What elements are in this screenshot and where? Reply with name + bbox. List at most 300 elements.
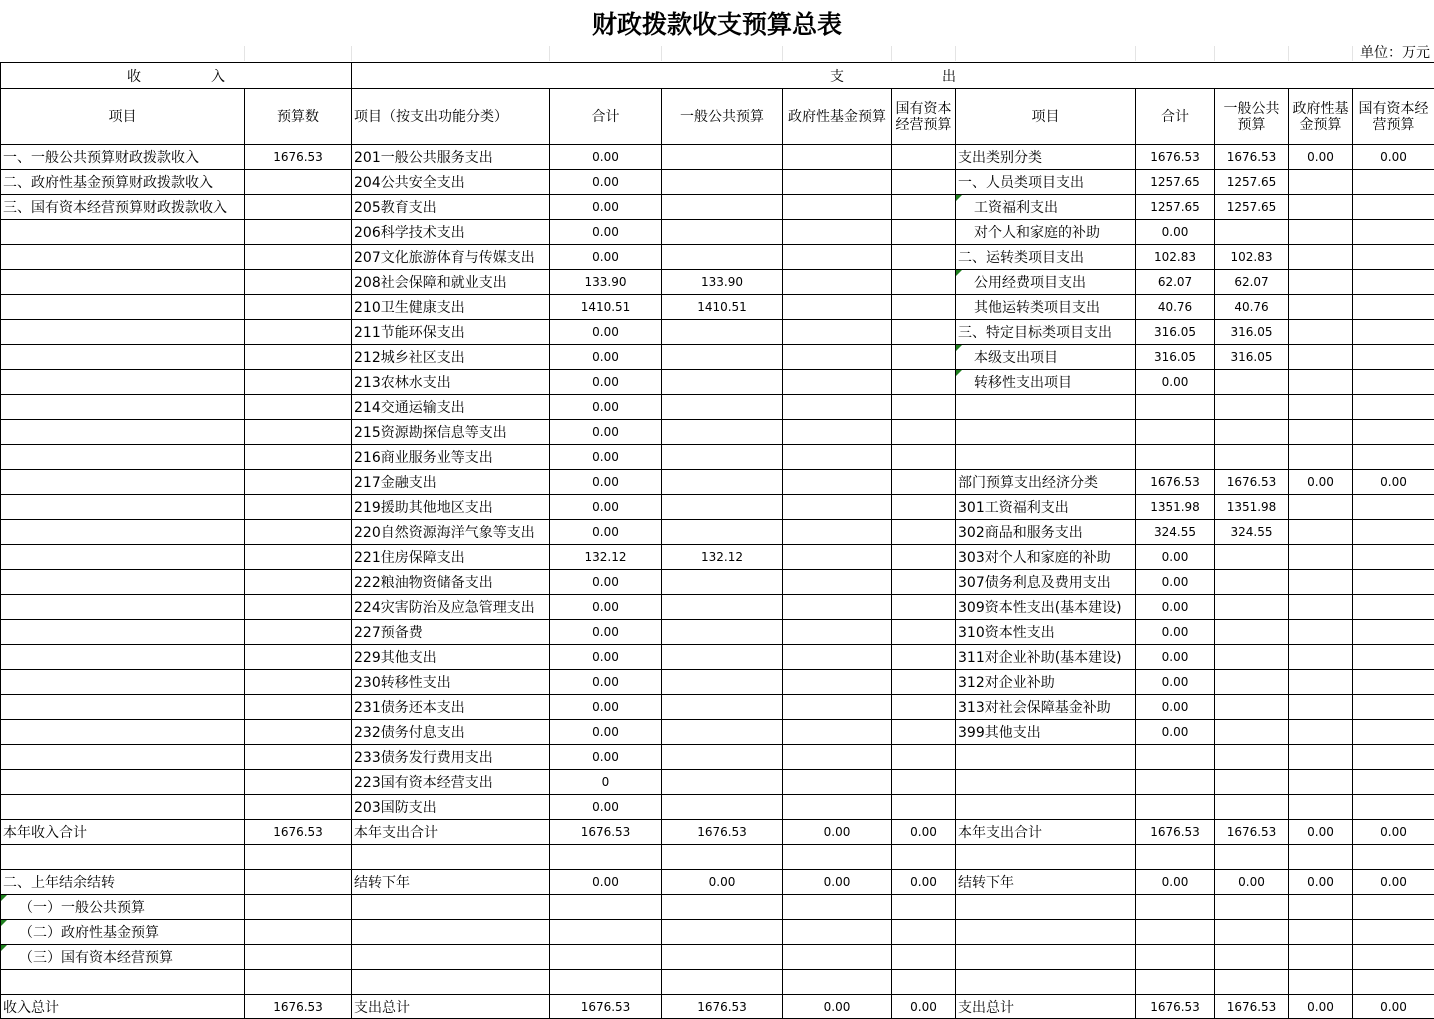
cell-r12-c3: 0.00 xyxy=(550,445,662,470)
table-row xyxy=(1,745,1434,770)
cell-r30-c7 xyxy=(956,895,1136,920)
cell-r29-c10: 0.00 xyxy=(1289,870,1353,895)
cell-r18-c0 xyxy=(1,595,245,620)
cell-r2-c11 xyxy=(1353,195,1434,220)
cell-r13-c3: 0.00 xyxy=(550,470,662,495)
table-row xyxy=(1,945,1434,970)
cell-r0-c3: 0.00 xyxy=(550,145,662,170)
cell-r16-c6 xyxy=(892,545,956,570)
table-row xyxy=(1,295,1434,320)
cell-r21-c3: 0.00 xyxy=(550,670,662,695)
cell-r16-c1 xyxy=(245,545,352,570)
cell-r15-c2: 220自然资源海洋气象等支出 xyxy=(352,520,550,545)
cell-r14-c10 xyxy=(1289,495,1353,520)
cell-r15-c7: 302商品和服务支出 xyxy=(956,520,1136,545)
sheet-grid-row xyxy=(0,46,1434,61)
cell-r18-c9 xyxy=(1215,595,1289,620)
cell-r22-c2: 231债务还本支出 xyxy=(352,695,550,720)
cell-r17-c9 xyxy=(1215,570,1289,595)
cell-r16-c9 xyxy=(1215,545,1289,570)
cell-r27-c8: 1676.53 xyxy=(1136,820,1215,845)
cell-r26-c3: 0.00 xyxy=(550,795,662,820)
income-header: 收 入 xyxy=(1,63,352,89)
col-fund: 政府性基金预算 xyxy=(783,89,892,145)
cell-r27-c7: 本年支出合计 xyxy=(956,820,1136,845)
cell-r16-c4: 132.12 xyxy=(662,545,783,570)
cell-r10-c10 xyxy=(1289,395,1353,420)
cell-r18-c4 xyxy=(662,595,783,620)
cell-r19-c8: 0.00 xyxy=(1136,620,1215,645)
cell-r4-c5 xyxy=(783,245,892,270)
cell-r0-c10: 0.00 xyxy=(1289,145,1353,170)
cell-r29-c11: 0.00 xyxy=(1353,870,1434,895)
cell-r32-c4 xyxy=(662,945,783,970)
cell-r27-c4: 1676.53 xyxy=(662,820,783,845)
cell-r8-c9: 316.05 xyxy=(1215,345,1289,370)
cell-r14-c0 xyxy=(1,495,245,520)
cell-r7-c9: 316.05 xyxy=(1215,320,1289,345)
cell-r9-c4 xyxy=(662,370,783,395)
cell-r7-c8: 316.05 xyxy=(1136,320,1215,345)
cell-r23-c11 xyxy=(1353,720,1434,745)
cell-r9-c7: 转移性支出项目 xyxy=(956,370,1136,395)
cell-r11-c9 xyxy=(1215,420,1289,445)
cell-r2-c1 xyxy=(245,195,352,220)
cell-r28-c8 xyxy=(1136,845,1215,870)
cell-r16-c3: 132.12 xyxy=(550,545,662,570)
cell-r30-c1 xyxy=(245,895,352,920)
cell-r26-c0 xyxy=(1,795,245,820)
cell-r5-c8: 62.07 xyxy=(1136,270,1215,295)
cell-r7-c2: 211节能环保支出 xyxy=(352,320,550,345)
cell-r8-c11 xyxy=(1353,345,1434,370)
cell-r19-c10 xyxy=(1289,620,1353,645)
cell-r22-c5 xyxy=(783,695,892,720)
table-row xyxy=(1,220,1434,245)
cell-r19-c1 xyxy=(245,620,352,645)
cell-r10-c9 xyxy=(1215,395,1289,420)
cell-r18-c2: 224灾害防治及应急管理支出 xyxy=(352,595,550,620)
cell-r24-c0 xyxy=(1,745,245,770)
cell-r20-c2: 229其他支出 xyxy=(352,645,550,670)
cell-r25-c7 xyxy=(956,770,1136,795)
cell-r5-c10 xyxy=(1289,270,1353,295)
cell-r4-c8: 102.83 xyxy=(1136,245,1215,270)
cell-r34-c1: 1676.53 xyxy=(245,995,352,1019)
cell-r34-c0: 收入总计 xyxy=(1,995,245,1019)
table-row xyxy=(1,545,1434,570)
cell-r4-c2: 207文化旅游体育与传媒支出 xyxy=(352,245,550,270)
cell-r7-c4 xyxy=(662,320,783,345)
cell-r33-c1 xyxy=(245,970,352,995)
cell-r1-c1 xyxy=(245,170,352,195)
cell-r33-c7 xyxy=(956,970,1136,995)
cell-r6-c8: 40.76 xyxy=(1136,295,1215,320)
cell-r29-c3: 0.00 xyxy=(550,870,662,895)
cell-r17-c7: 307债务利息及费用支出 xyxy=(956,570,1136,595)
cell-r9-c8: 0.00 xyxy=(1136,370,1215,395)
cell-r21-c8: 0.00 xyxy=(1136,670,1215,695)
cell-r31-c6 xyxy=(892,920,956,945)
cell-r10-c8 xyxy=(1136,395,1215,420)
cell-r15-c3: 0.00 xyxy=(550,520,662,545)
cell-r0-c11: 0.00 xyxy=(1353,145,1434,170)
cell-r4-c6 xyxy=(892,245,956,270)
cell-r27-c9: 1676.53 xyxy=(1215,820,1289,845)
cell-r29-c7: 结转下年 xyxy=(956,870,1136,895)
cell-r32-c7 xyxy=(956,945,1136,970)
cell-r11-c8 xyxy=(1136,420,1215,445)
table-row xyxy=(1,520,1434,545)
cell-r29-c8: 0.00 xyxy=(1136,870,1215,895)
cell-r34-c2: 支出总计 xyxy=(352,995,550,1019)
cell-r19-c2: 227预备费 xyxy=(352,620,550,645)
cell-r12-c5 xyxy=(783,445,892,470)
page-title: 财政拨款收支预算总表 xyxy=(591,10,842,39)
cell-r28-c9 xyxy=(1215,845,1289,870)
cell-r27-c6: 0.00 xyxy=(892,820,956,845)
cell-r25-c3: 0 xyxy=(550,770,662,795)
table-row xyxy=(1,570,1434,595)
table-row xyxy=(1,820,1434,845)
cell-r24-c9 xyxy=(1215,745,1289,770)
cell-r0-c1: 1676.53 xyxy=(245,145,352,170)
cell-r25-c6 xyxy=(892,770,956,795)
cell-r3-c9 xyxy=(1215,220,1289,245)
cell-r3-c10 xyxy=(1289,220,1353,245)
cell-r21-c7: 312对企业补助 xyxy=(956,670,1136,695)
cell-r33-c4 xyxy=(662,970,783,995)
cell-r31-c10 xyxy=(1289,920,1353,945)
table-row xyxy=(1,195,1434,220)
cell-r20-c4 xyxy=(662,645,783,670)
cell-r10-c4 xyxy=(662,395,783,420)
cell-r33-c0 xyxy=(1,970,245,995)
cell-r19-c3: 0.00 xyxy=(550,620,662,645)
cell-r10-c7 xyxy=(956,395,1136,420)
cell-r19-c5 xyxy=(783,620,892,645)
cell-r2-c9: 1257.65 xyxy=(1215,195,1289,220)
cell-r23-c6 xyxy=(892,720,956,745)
cell-r30-c11 xyxy=(1353,895,1434,920)
cell-r5-c3: 133.90 xyxy=(550,270,662,295)
cell-r8-c8: 316.05 xyxy=(1136,345,1215,370)
cell-r3-c7: 对个人和家庭的补助 xyxy=(956,220,1136,245)
cell-r24-c10 xyxy=(1289,745,1353,770)
cell-r34-c10: 0.00 xyxy=(1289,995,1353,1019)
cell-r19-c6 xyxy=(892,620,956,645)
cell-r21-c10 xyxy=(1289,670,1353,695)
cell-r13-c10: 0.00 xyxy=(1289,470,1353,495)
cell-r29-c0: 二、上年结余结转 xyxy=(1,870,245,895)
cell-r11-c5 xyxy=(783,420,892,445)
table-row xyxy=(1,370,1434,395)
cell-r4-c11 xyxy=(1353,245,1434,270)
cell-r8-c1 xyxy=(245,345,352,370)
col-total2: 合计 xyxy=(1136,89,1215,145)
cell-r14-c4 xyxy=(662,495,783,520)
cell-r31-c0: （二）政府性基金预算 xyxy=(1,920,245,945)
cell-r21-c9 xyxy=(1215,670,1289,695)
cell-r22-c8: 0.00 xyxy=(1136,695,1215,720)
cell-r20-c1 xyxy=(245,645,352,670)
cell-r17-c4 xyxy=(662,570,783,595)
col-state2: 国有资本经营预算 xyxy=(1353,89,1434,145)
cell-r31-c2 xyxy=(352,920,550,945)
cell-r5-c7: 公用经费项目支出 xyxy=(956,270,1136,295)
cell-r1-c6 xyxy=(892,170,956,195)
cell-r6-c10 xyxy=(1289,295,1353,320)
cell-r15-c11 xyxy=(1353,520,1434,545)
col-item: 项目 xyxy=(1,89,245,145)
table-row xyxy=(1,145,1434,170)
cell-r14-c5 xyxy=(783,495,892,520)
cell-r25-c2: 223国有资本经营支出 xyxy=(352,770,550,795)
cell-r5-c11 xyxy=(1353,270,1434,295)
col-general: 一般公共预算 xyxy=(662,89,783,145)
cell-r2-c4 xyxy=(662,195,783,220)
cell-r34-c6: 0.00 xyxy=(892,995,956,1019)
cell-r25-c5 xyxy=(783,770,892,795)
cell-r24-c3: 0.00 xyxy=(550,745,662,770)
cell-r20-c8: 0.00 xyxy=(1136,645,1215,670)
cell-r0-c6 xyxy=(892,145,956,170)
cell-r7-c0 xyxy=(1,320,245,345)
cell-r18-c8: 0.00 xyxy=(1136,595,1215,620)
cell-r4-c7: 二、运转类项目支出 xyxy=(956,245,1136,270)
cell-r24-c6 xyxy=(892,745,956,770)
cell-r5-c0 xyxy=(1,270,245,295)
cell-r20-c3: 0.00 xyxy=(550,645,662,670)
cell-r10-c1 xyxy=(245,395,352,420)
cell-r30-c2 xyxy=(352,895,550,920)
cell-r1-c8: 1257.65 xyxy=(1136,170,1215,195)
cell-r5-c4: 133.90 xyxy=(662,270,783,295)
cell-r25-c10 xyxy=(1289,770,1353,795)
cell-r32-c11 xyxy=(1353,945,1434,970)
cell-r0-c2: 201一般公共服务支出 xyxy=(352,145,550,170)
cell-r8-c3: 0.00 xyxy=(550,345,662,370)
cell-r34-c4: 1676.53 xyxy=(662,995,783,1019)
cell-r27-c0: 本年收入合计 xyxy=(1,820,245,845)
cell-r14-c2: 219援助其他地区支出 xyxy=(352,495,550,520)
cell-r20-c10 xyxy=(1289,645,1353,670)
cell-r13-c7: 部门预算支出经济分类 xyxy=(956,470,1136,495)
cell-r26-c11 xyxy=(1353,795,1434,820)
cell-r29-c6: 0.00 xyxy=(892,870,956,895)
cell-r33-c2 xyxy=(352,970,550,995)
cell-r28-c0 xyxy=(1,845,245,870)
header-row-2 xyxy=(1,89,1434,145)
table-row xyxy=(1,395,1434,420)
cell-r0-c8: 1676.53 xyxy=(1136,145,1215,170)
cell-r5-c2: 208社会保障和就业支出 xyxy=(352,270,550,295)
cell-r31-c11 xyxy=(1353,920,1434,945)
table-row xyxy=(1,445,1434,470)
cell-r13-c4 xyxy=(662,470,783,495)
table-row xyxy=(1,420,1434,445)
col-func: 项目（按支出功能分类） xyxy=(352,89,550,145)
cell-r24-c8 xyxy=(1136,745,1215,770)
col-total: 合计 xyxy=(550,89,662,145)
cell-r20-c5 xyxy=(783,645,892,670)
cell-r30-c6 xyxy=(892,895,956,920)
cell-r30-c5 xyxy=(783,895,892,920)
cell-r9-c5 xyxy=(783,370,892,395)
cell-r31-c1 xyxy=(245,920,352,945)
cell-r27-c3: 1676.53 xyxy=(550,820,662,845)
cell-r4-c9: 102.83 xyxy=(1215,245,1289,270)
table-row xyxy=(1,970,1434,995)
cell-r26-c6 xyxy=(892,795,956,820)
cell-r33-c6 xyxy=(892,970,956,995)
cell-r12-c8 xyxy=(1136,445,1215,470)
cell-r22-c10 xyxy=(1289,695,1353,720)
cell-r11-c4 xyxy=(662,420,783,445)
cell-r23-c10 xyxy=(1289,720,1353,745)
cell-r13-c9: 1676.53 xyxy=(1215,470,1289,495)
cell-r18-c7: 309资本性支出(基本建设) xyxy=(956,595,1136,620)
cell-r2-c3: 0.00 xyxy=(550,195,662,220)
cell-r22-c7: 313对社会保障基金补助 xyxy=(956,695,1136,720)
table-row xyxy=(1,470,1434,495)
cell-r3-c5 xyxy=(783,220,892,245)
cell-r20-c9 xyxy=(1215,645,1289,670)
cell-r32-c3 xyxy=(550,945,662,970)
table-row xyxy=(1,870,1434,895)
table-row xyxy=(1,895,1434,920)
cell-r8-c4 xyxy=(662,345,783,370)
cell-r13-c11: 0.00 xyxy=(1353,470,1434,495)
cell-r24-c4 xyxy=(662,745,783,770)
cell-r9-c0 xyxy=(1,370,245,395)
cell-r2-c7: 工资福利支出 xyxy=(956,195,1136,220)
cell-r22-c6 xyxy=(892,695,956,720)
cell-r12-c10 xyxy=(1289,445,1353,470)
cell-r3-c8: 0.00 xyxy=(1136,220,1215,245)
cell-r12-c1 xyxy=(245,445,352,470)
cell-r9-c6 xyxy=(892,370,956,395)
cell-r13-c5 xyxy=(783,470,892,495)
cell-r17-c6 xyxy=(892,570,956,595)
cell-r3-c0 xyxy=(1,220,245,245)
cell-r31-c7 xyxy=(956,920,1136,945)
cell-r16-c10 xyxy=(1289,545,1353,570)
cell-r33-c10 xyxy=(1289,970,1353,995)
cell-r14-c6 xyxy=(892,495,956,520)
cell-r19-c7: 310资本性支出 xyxy=(956,620,1136,645)
cell-r28-c3 xyxy=(550,845,662,870)
cell-r10-c5 xyxy=(783,395,892,420)
cell-r31-c4 xyxy=(662,920,783,945)
cell-r3-c3: 0.00 xyxy=(550,220,662,245)
cell-r34-c3: 1676.53 xyxy=(550,995,662,1019)
cell-r17-c11 xyxy=(1353,570,1434,595)
cell-r25-c1 xyxy=(245,770,352,795)
cell-r19-c11 xyxy=(1353,620,1434,645)
cell-r16-c2: 221住房保障支出 xyxy=(352,545,550,570)
cell-r9-c9 xyxy=(1215,370,1289,395)
cell-r2-c2: 205教育支出 xyxy=(352,195,550,220)
cell-r26-c1 xyxy=(245,795,352,820)
cell-r22-c11 xyxy=(1353,695,1434,720)
cell-r24-c5 xyxy=(783,745,892,770)
cell-r30-c8 xyxy=(1136,895,1215,920)
cell-r1-c4 xyxy=(662,170,783,195)
cell-r28-c7 xyxy=(956,845,1136,870)
cell-r31-c9 xyxy=(1215,920,1289,945)
cell-r11-c11 xyxy=(1353,420,1434,445)
cell-r19-c0 xyxy=(1,620,245,645)
cell-r9-c3: 0.00 xyxy=(550,370,662,395)
cell-r32-c9 xyxy=(1215,945,1289,970)
cell-r7-c6 xyxy=(892,320,956,345)
cell-r20-c7: 311对企业补助(基本建设) xyxy=(956,645,1136,670)
cell-r26-c10 xyxy=(1289,795,1353,820)
cell-r29-c4: 0.00 xyxy=(662,870,783,895)
cell-r5-c1 xyxy=(245,270,352,295)
cell-r9-c11 xyxy=(1353,370,1434,395)
cell-r22-c9 xyxy=(1215,695,1289,720)
cell-r28-c10 xyxy=(1289,845,1353,870)
table-row xyxy=(1,845,1434,870)
table-row xyxy=(1,620,1434,645)
cell-r23-c9 xyxy=(1215,720,1289,745)
cell-r3-c6 xyxy=(892,220,956,245)
cell-r25-c8 xyxy=(1136,770,1215,795)
cell-r33-c8 xyxy=(1136,970,1215,995)
cell-r11-c1 xyxy=(245,420,352,445)
cell-r17-c5 xyxy=(783,570,892,595)
cell-r32-c6 xyxy=(892,945,956,970)
table-row xyxy=(1,345,1434,370)
cell-r17-c8: 0.00 xyxy=(1136,570,1215,595)
table-row xyxy=(1,720,1434,745)
cell-r8-c6 xyxy=(892,345,956,370)
cell-r20-c0 xyxy=(1,645,245,670)
cell-r34-c8: 1676.53 xyxy=(1136,995,1215,1019)
cell-r7-c10 xyxy=(1289,320,1353,345)
cell-r30-c3 xyxy=(550,895,662,920)
cell-r22-c0 xyxy=(1,695,245,720)
cell-r32-c10 xyxy=(1289,945,1353,970)
cell-r10-c0 xyxy=(1,395,245,420)
cell-r11-c3: 0.00 xyxy=(550,420,662,445)
cell-r8-c2: 212城乡社区支出 xyxy=(352,345,550,370)
table-row xyxy=(1,770,1434,795)
cell-r15-c1 xyxy=(245,520,352,545)
table-row xyxy=(1,795,1434,820)
header-row-1 xyxy=(1,63,1434,89)
cell-r27-c10: 0.00 xyxy=(1289,820,1353,845)
cell-r1-c9: 1257.65 xyxy=(1215,170,1289,195)
cell-r5-c9: 62.07 xyxy=(1215,270,1289,295)
cell-r15-c0 xyxy=(1,520,245,545)
cell-r0-c9: 1676.53 xyxy=(1215,145,1289,170)
cell-r16-c8: 0.00 xyxy=(1136,545,1215,570)
cell-r14-c3: 0.00 xyxy=(550,495,662,520)
cell-r1-c3: 0.00 xyxy=(550,170,662,195)
cell-r31-c3 xyxy=(550,920,662,945)
cell-r22-c3: 0.00 xyxy=(550,695,662,720)
col-fund2: 政府性基金预算 xyxy=(1289,89,1353,145)
table-row xyxy=(1,320,1434,345)
cell-r30-c4 xyxy=(662,895,783,920)
cell-r28-c1 xyxy=(245,845,352,870)
cell-r8-c7: 本级支出项目 xyxy=(956,345,1136,370)
cell-r23-c5 xyxy=(783,720,892,745)
cell-r18-c11 xyxy=(1353,595,1434,620)
